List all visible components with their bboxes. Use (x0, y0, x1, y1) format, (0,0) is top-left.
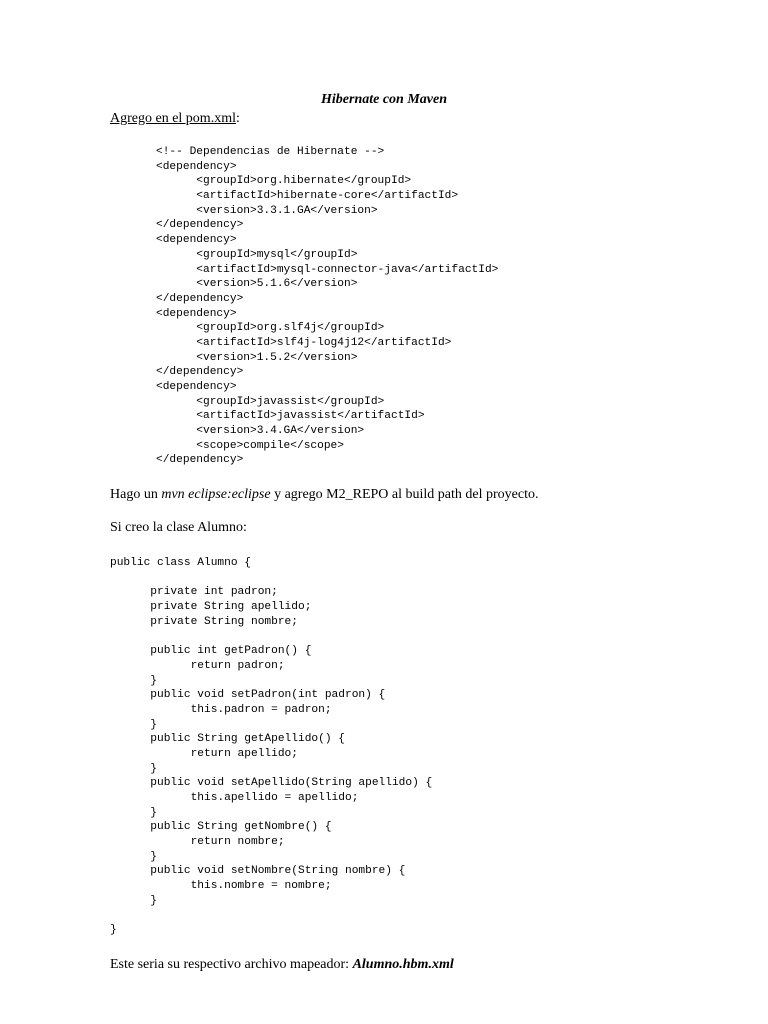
intro-colon: : (235, 111, 240, 126)
pom-code-line: </dependency> (156, 366, 244, 379)
pom-code-line: <groupId>mysql</groupId> (156, 248, 358, 261)
paragraph-eclipse-post: y agrego M2_REPO al build path del proyecto. (270, 487, 539, 502)
intro-label: Agrego en el pom.xml (110, 111, 236, 126)
java-code-line: } (110, 894, 157, 907)
paragraph-eclipse (110, 486, 538, 504)
paragraph-eclipse-pre: Hago un (110, 487, 162, 502)
pom-code-line: <scope>compile</scope> (156, 439, 344, 452)
pom-code-line: <!-- Dependencias de Hibernate --> (156, 146, 385, 158)
pom-code-line: <version>3.3.1.GA</version> (156, 204, 378, 217)
java-code-line: } (110, 718, 157, 731)
pom-code-line: <version>5.1.6</version> (156, 278, 358, 291)
intro-line (110, 110, 240, 128)
pom-code-line: <dependency> (156, 381, 237, 393)
java-code-line: public void setPadron(int padron) { (110, 689, 386, 702)
pom-code-line: <dependency> (156, 160, 237, 173)
java-code-line: return nombre; (110, 836, 285, 849)
java-code-line: this.padron = padron; (110, 703, 332, 716)
pom-code-line: </dependency> (156, 454, 244, 467)
pom-code-line: <groupId>org.hibernate</groupId> (156, 175, 412, 188)
java-code-line: public int getPadron() { (110, 645, 312, 658)
mvn-command: mvn eclipse:eclipse (161, 487, 271, 502)
pom-code-line: <artifactId>javassist</artifactId> (156, 410, 425, 423)
java-code-line: public void setNombre(String nombre) { (110, 865, 406, 878)
java-code-line: return padron; (110, 659, 285, 672)
pom-code-line: <groupId>org.slf4j</groupId> (156, 322, 385, 335)
pom-code-line: </dependency> (156, 219, 244, 232)
mapping-file-name: Alumno.hbm.xml (352, 957, 454, 972)
java-code-line: } (110, 806, 157, 819)
pom-code-line: <version>1.5.2</version> (156, 351, 358, 364)
java-code-line: } (110, 762, 157, 775)
java-code-line: } (110, 924, 117, 937)
pom-code-line: <dependency> (156, 307, 237, 320)
java-code-line: public String getApellido() { (110, 733, 345, 746)
java-code-line: return apellido; (110, 747, 298, 760)
pom-xml-code-block (156, 145, 498, 468)
pom-code-line: <dependency> (156, 234, 237, 247)
pom-code-line: <artifactId>hibernate-core</artifactId> (156, 190, 459, 203)
java-code-line: private int padron; (110, 586, 278, 599)
document-title: Hibernate con Maven (321, 92, 447, 107)
pom-code-line: </dependency> (156, 292, 244, 305)
java-code-line: this.apellido = apellido; (110, 792, 359, 804)
pom-code-line: <groupId>javassist</groupId> (156, 395, 385, 408)
java-code-line: private String apellido; (110, 601, 312, 614)
java-code-line: public String getNombre() { (110, 821, 332, 834)
java-code-line (110, 571, 432, 586)
java-code-line: private String nombre; (110, 615, 298, 628)
java-code-line (110, 629, 432, 644)
pom-code-line: <artifactId>slf4j-log4j12</artifactId> (156, 336, 452, 349)
paragraph-mapping (110, 956, 454, 974)
paragraph-class-intro: Si creo la clase Alumno: (110, 520, 247, 535)
java-code-line (110, 909, 432, 924)
java-code-line: public class Alumno { (110, 557, 251, 569)
java-code-line: public void setApellido(String apellido) { (110, 777, 433, 790)
pom-code-line: <artifactId>mysql-connector-java</artifactId> (156, 263, 499, 276)
pom-code-line: <version>3.4.GA</version> (156, 425, 365, 438)
java-code-line: this.nombre = nombre; (110, 880, 332, 893)
java-code-line: } (110, 850, 157, 863)
paragraph-mapping-pre: Este seria su respectivo archivo mapeador: (110, 957, 353, 972)
java-code-block (110, 556, 432, 938)
java-code-line: } (110, 674, 157, 687)
